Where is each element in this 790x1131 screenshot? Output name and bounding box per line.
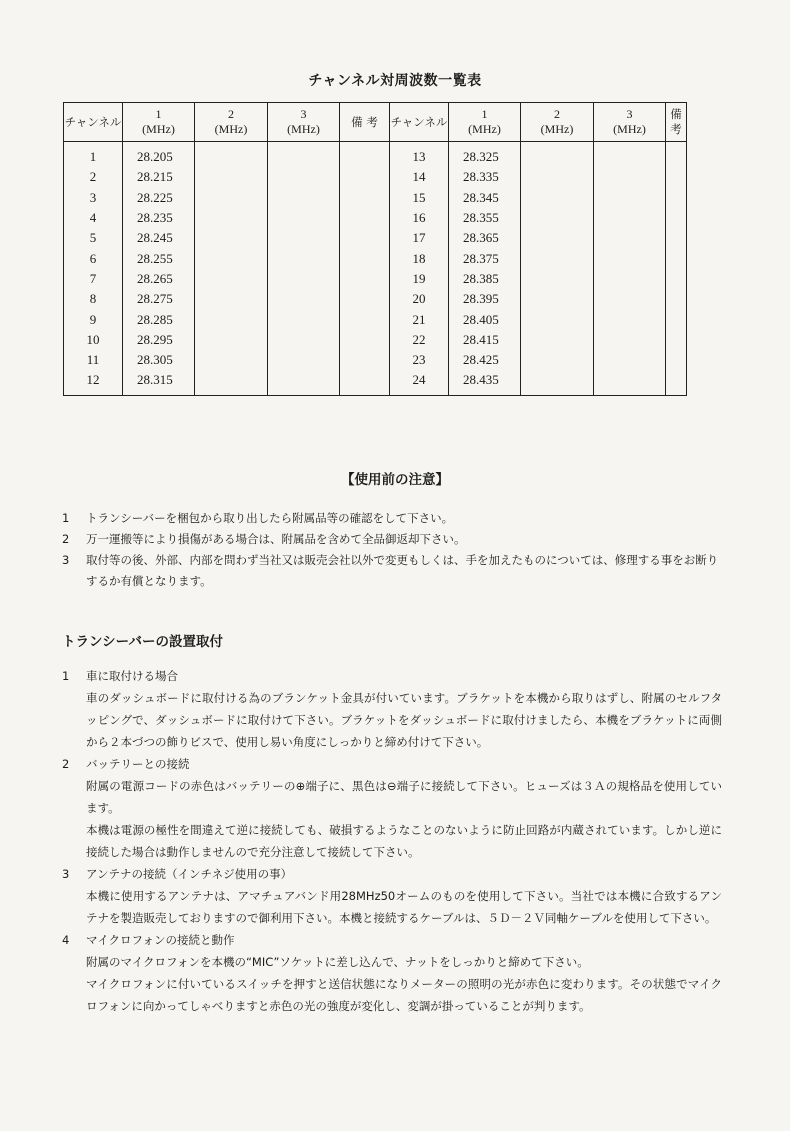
empty-cell	[340, 289, 390, 309]
empty-cell	[521, 309, 594, 329]
channel-cell: 2	[64, 167, 123, 187]
note-number: 1	[62, 511, 70, 525]
empty-cell	[268, 330, 340, 350]
section-heading	[62, 665, 722, 687]
empty-cell	[268, 167, 340, 187]
empty-cell	[195, 289, 268, 309]
empty-cell	[268, 228, 340, 248]
empty-cell	[268, 350, 340, 370]
table-row	[64, 330, 687, 350]
empty-cell	[268, 142, 340, 168]
table-row	[64, 309, 687, 329]
notes-list	[62, 508, 722, 592]
note-number: 3	[62, 553, 70, 567]
section-body	[62, 687, 722, 753]
frequency-cell: 28.325	[449, 142, 521, 168]
note-item	[62, 550, 722, 592]
frequency-cell: 28.285	[123, 309, 195, 329]
channel-cell: 18	[390, 248, 449, 268]
frequency-cell: 28.395	[449, 289, 521, 309]
header-cell	[594, 103, 666, 142]
channel-cell: 16	[390, 208, 449, 228]
table-row	[64, 269, 687, 289]
channel-cell: 15	[390, 188, 449, 208]
empty-cell	[521, 208, 594, 228]
frequency-cell: 28.385	[449, 269, 521, 289]
note-item	[62, 529, 722, 550]
section-heading-text: アンテナの接続（インチネジ使用の事）	[86, 867, 293, 881]
table-row	[64, 142, 687, 168]
empty-cell	[521, 350, 594, 370]
header-cell	[521, 103, 594, 142]
channel-cell: 7	[64, 269, 123, 289]
table-body	[64, 142, 687, 396]
header-label: 3	[300, 107, 307, 121]
channel-cell: 9	[64, 309, 123, 329]
empty-cell	[666, 228, 687, 248]
empty-cell	[666, 350, 687, 370]
frequency-cell: 28.425	[449, 350, 521, 370]
channel-cell: 3	[64, 188, 123, 208]
table-row	[64, 248, 687, 268]
empty-cell	[594, 309, 666, 329]
section-paragraph: 本機に使用するアンテナは、アマチュアバンド用28MHz50オームのものを使用して下さい。当社では本機に合致するアンテナを製造販売しておりますので御利用下さい。本機と接続するケーブルは、５Ｄ－２Ｖ同軸ケーブルを使用して下さい。	[86, 889, 722, 925]
empty-cell	[594, 228, 666, 248]
section-heading-text: バッテリーとの接続	[86, 757, 190, 771]
header-cell	[340, 103, 390, 142]
empty-cell	[594, 188, 666, 208]
frequency-cell: 28.355	[449, 208, 521, 228]
empty-cell	[195, 188, 268, 208]
header-unit: (MHz)	[287, 122, 320, 136]
table-row	[64, 289, 687, 309]
empty-cell	[594, 289, 666, 309]
channel-cell: 12	[64, 370, 123, 395]
empty-cell	[268, 208, 340, 228]
empty-cell	[268, 309, 340, 329]
empty-cell	[195, 330, 268, 350]
header-cell	[64, 103, 123, 142]
empty-cell	[195, 370, 268, 395]
frequency-cell: 28.225	[123, 188, 195, 208]
empty-cell	[666, 370, 687, 395]
empty-cell	[268, 188, 340, 208]
empty-cell	[666, 208, 687, 228]
channel-cell: 1	[64, 142, 123, 168]
note-text: トランシーバーを梱包から取り出したら附属品等の確認をして下さい。	[86, 511, 454, 525]
empty-cell	[521, 269, 594, 289]
section-heading	[62, 863, 722, 885]
section-body	[62, 775, 722, 863]
channel-cell: 8	[64, 289, 123, 309]
empty-cell	[666, 269, 687, 289]
empty-cell	[340, 208, 390, 228]
section-paragraph: マイクロフォンに付いているスイッチを押すと送信状態になりメーターの照明の光が赤色に変わります。その状態でマイクロフォンに向かってしゃべりますと赤色の光の強度が変化し、変調が掛っていることが判ります。	[86, 977, 722, 1013]
empty-cell	[666, 330, 687, 350]
empty-cell	[195, 228, 268, 248]
empty-cell	[594, 370, 666, 395]
header-unit: (MHz)	[468, 122, 501, 136]
empty-cell	[521, 142, 594, 168]
channel-cell: 22	[390, 330, 449, 350]
empty-cell	[195, 142, 268, 168]
header-label: チャンネル	[390, 114, 448, 129]
channel-frequency-table	[63, 102, 687, 396]
empty-cell	[521, 188, 594, 208]
empty-cell	[666, 167, 687, 187]
section-paragraph: 附属のマイクロフォンを本機の“MIC”ソケットに差し込んで、ナットをしっかりと締めて下さい。	[86, 955, 589, 969]
header-label: 1	[155, 107, 162, 121]
empty-cell	[666, 188, 687, 208]
section-paragraph: 車のダッシュボードに取付ける為のブランケット金具が付いています。ブラケットを本機から取りはずし、附属のセルフタッピングで、ダッシュボードに取付けて下さい。ブラケットをダッシュボードに取付けましたら、本機をブラケットに両側から２本づつの飾りビスで、使用し易い角度にしっかりと締め付けて下さい。	[86, 691, 722, 749]
install-section	[62, 863, 722, 929]
header-unit: (MHz)	[540, 122, 574, 136]
header-cell	[195, 103, 268, 142]
empty-cell	[195, 248, 268, 268]
section-paragraph: 本機は電源の極性を間違えて逆に接続しても、破損するようなことのないように防止回路が内蔵されています。しかし逆に接続した場合は動作しませんので充分注意して接続して下さい。	[86, 823, 722, 859]
frequency-cell: 28.205	[123, 142, 195, 168]
frequency-cell: 28.435	[449, 370, 521, 395]
section-number: 2	[62, 757, 70, 771]
section-number: 3	[62, 867, 70, 881]
channel-cell: 19	[390, 269, 449, 289]
frequency-cell: 28.375	[449, 248, 521, 268]
header-label: 2	[228, 107, 234, 121]
header-label: 3	[626, 107, 633, 121]
empty-cell	[521, 289, 594, 309]
empty-cell	[521, 330, 594, 350]
empty-cell	[195, 208, 268, 228]
table-row	[64, 188, 687, 208]
install-section	[62, 753, 722, 863]
install-title: トランシーバーの設置取付	[62, 634, 223, 650]
table-row	[64, 167, 687, 187]
table-row	[64, 370, 687, 395]
empty-cell	[340, 142, 390, 168]
header-label: 2	[554, 107, 560, 121]
section-body	[62, 951, 722, 1017]
frequency-cell: 28.415	[449, 330, 521, 350]
empty-cell	[594, 248, 666, 268]
header-cell	[268, 103, 340, 142]
header-label: チャンネル	[64, 114, 122, 129]
channel-cell: 6	[64, 248, 123, 268]
section-heading	[62, 929, 722, 951]
install-sections	[62, 665, 722, 1017]
empty-cell	[666, 289, 687, 309]
frequency-cell: 28.405	[449, 309, 521, 329]
frequency-cell: 28.295	[123, 330, 195, 350]
section-number: 1	[62, 669, 70, 683]
empty-cell	[340, 188, 390, 208]
channel-cell: 21	[390, 309, 449, 329]
frequency-cell: 28.335	[449, 167, 521, 187]
empty-cell	[195, 350, 268, 370]
empty-cell	[268, 370, 340, 395]
header-cell	[390, 103, 449, 142]
frequency-cell: 28.365	[449, 228, 521, 248]
empty-cell	[268, 248, 340, 268]
empty-cell	[195, 309, 268, 329]
empty-cell	[340, 350, 390, 370]
frequency-cell: 28.235	[123, 208, 195, 228]
section-body	[62, 885, 722, 929]
empty-cell	[521, 370, 594, 395]
section-number: 4	[62, 933, 70, 947]
empty-cell	[340, 330, 390, 350]
channel-cell: 17	[390, 228, 449, 248]
empty-cell	[666, 248, 687, 268]
channel-cell: 4	[64, 208, 123, 228]
empty-cell	[521, 248, 594, 268]
frequency-cell: 28.305	[123, 350, 195, 370]
empty-cell	[268, 269, 340, 289]
section-heading-text: 車に取付ける場合	[86, 669, 178, 683]
empty-cell	[594, 142, 666, 168]
header-unit: (MHz)	[214, 122, 248, 136]
empty-cell	[594, 269, 666, 289]
empty-cell	[666, 142, 687, 168]
empty-cell	[195, 167, 268, 187]
channel-cell: 11	[64, 350, 123, 370]
install-section	[62, 665, 722, 753]
channel-cell: 5	[64, 228, 123, 248]
install-section	[62, 929, 722, 1017]
table-header-row	[64, 103, 687, 142]
channel-cell: 10	[64, 330, 123, 350]
empty-cell	[340, 370, 390, 395]
empty-cell	[195, 269, 268, 289]
frequency-cell: 28.245	[123, 228, 195, 248]
header-label: 備 考	[351, 114, 378, 129]
empty-cell	[666, 309, 687, 329]
table-title: チャンネル対周波数一覧表	[308, 73, 482, 89]
table-row	[64, 228, 687, 248]
section-paragraph: 附属の電源コードの赤色はバッテリーの⊕端子に、黒色は⊖端子に接続して下さい。ヒューズは３Ａの規格品を使用しています。	[86, 779, 722, 815]
empty-cell	[340, 248, 390, 268]
table-row	[64, 208, 687, 228]
note-text: 取付等の後、外部、内部を問わず当社又は販売会社以外で変更もしくは、手を加えたものについては、修理する事をお断りするか有償となります。	[86, 553, 719, 588]
frequency-cell: 28.265	[123, 269, 195, 289]
channel-cell: 23	[390, 350, 449, 370]
header-cell	[449, 103, 521, 142]
empty-cell	[521, 167, 594, 187]
note-item	[62, 508, 722, 529]
header-unit: (MHz)	[613, 122, 646, 136]
frequency-cell: 28.215	[123, 167, 195, 187]
section-heading	[62, 753, 722, 775]
empty-cell	[268, 289, 340, 309]
header-cell	[666, 103, 687, 142]
notes-title: 【使用前の注意】	[341, 472, 449, 488]
empty-cell	[340, 269, 390, 289]
empty-cell	[521, 228, 594, 248]
table-row	[64, 350, 687, 370]
frequency-cell: 28.275	[123, 289, 195, 309]
empty-cell	[594, 350, 666, 370]
channel-cell: 13	[390, 142, 449, 168]
channel-cell: 20	[390, 289, 449, 309]
empty-cell	[340, 167, 390, 187]
header-unit: (MHz)	[142, 122, 175, 136]
channel-cell: 14	[390, 167, 449, 187]
header-label: 備 考	[670, 107, 682, 136]
frequency-cell: 28.315	[123, 370, 195, 395]
frequency-cell: 28.255	[123, 248, 195, 268]
note-text: 万一運搬等により損傷がある場合は、附属品を含めて全品御返却下さい。	[86, 532, 466, 546]
channel-cell: 24	[390, 370, 449, 395]
header-label: 1	[481, 107, 488, 121]
empty-cell	[340, 309, 390, 329]
section-heading-text: マイクロフォンの接続と動作	[86, 933, 235, 947]
empty-cell	[594, 208, 666, 228]
empty-cell	[594, 167, 666, 187]
note-number: 2	[62, 532, 70, 546]
empty-cell	[594, 330, 666, 350]
empty-cell	[340, 228, 390, 248]
header-cell	[123, 103, 195, 142]
frequency-cell: 28.345	[449, 188, 521, 208]
